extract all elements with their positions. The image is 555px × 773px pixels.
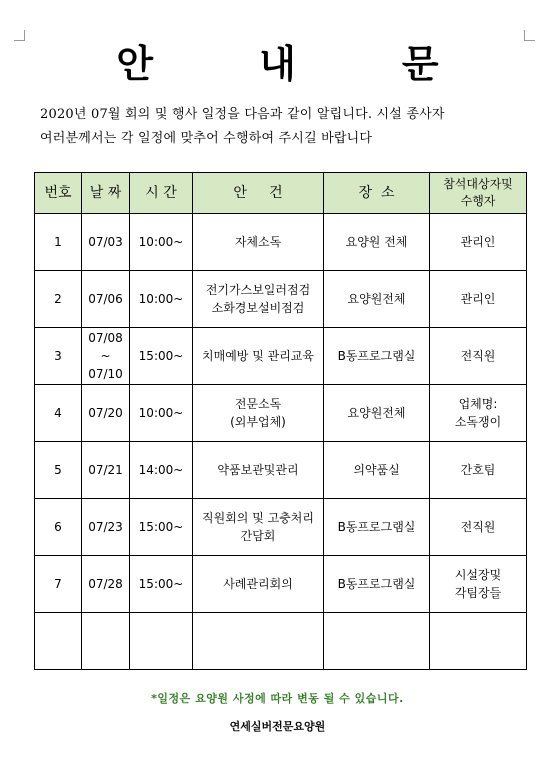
header-place: 장 소 xyxy=(324,173,430,214)
cell-number: 1 xyxy=(35,214,82,271)
intro-paragraph xyxy=(40,103,540,151)
cell-number xyxy=(35,613,82,670)
cell-date xyxy=(82,613,130,670)
cell-agenda xyxy=(193,328,324,385)
table-row xyxy=(35,442,527,499)
cell-date-line: 07/10 xyxy=(88,367,123,381)
cell-agenda-line: (외부업체) xyxy=(230,415,286,429)
cell-number: 4 xyxy=(35,385,82,442)
table-body xyxy=(35,214,527,670)
header-date: 날 짜 xyxy=(82,173,130,214)
cell-number: 7 xyxy=(35,556,82,613)
cell-time: 10:00~ xyxy=(130,271,193,328)
cell-agenda-line: 사례관리회의 xyxy=(223,577,293,591)
cell-place: 요양원전체 xyxy=(324,271,430,328)
header-attendees-line: 참석대상자및 xyxy=(443,177,513,191)
cell-date-line: 07/03 xyxy=(88,235,123,249)
cell-attendees-line: 각팀장들 xyxy=(454,586,502,600)
page-title xyxy=(0,40,555,88)
cell-date xyxy=(82,499,130,556)
cell-agenda-line: 간담회 xyxy=(240,529,276,543)
header-number: 번호 xyxy=(35,173,82,214)
cell-place: 요양원전체 xyxy=(324,385,430,442)
cell-time: 10:00~ xyxy=(130,214,193,271)
table-row xyxy=(35,613,527,670)
cell-attendees xyxy=(430,499,527,556)
cell-date-line: 07/06 xyxy=(88,292,123,306)
cell-attendees xyxy=(430,385,527,442)
cell-attendees-line: 관리인 xyxy=(460,235,496,249)
cell-agenda-line: 치매예방 및 관리교육 xyxy=(202,349,314,363)
cell-attendees xyxy=(430,442,527,499)
title-char: 내 xyxy=(259,41,296,86)
intro-line: 2020년 07월 회의 및 행사 일정을 다음과 같이 알립니다. 시설 종사자 xyxy=(40,107,445,122)
table-row xyxy=(35,556,527,613)
cell-time: 14:00~ xyxy=(130,442,193,499)
cell-time xyxy=(130,613,193,670)
cell-number: 2 xyxy=(35,271,82,328)
header-agenda: 안 건 xyxy=(193,173,324,214)
title-char: 문 xyxy=(401,41,439,86)
cell-agenda-line: 전문소독 xyxy=(234,397,282,411)
header-attendees xyxy=(430,173,527,214)
cell-date xyxy=(82,214,130,271)
cell-attendees-line: 관리인 xyxy=(460,292,496,306)
cell-attendees xyxy=(430,613,527,670)
cell-agenda-line: 약품보관및관리 xyxy=(217,463,299,477)
cell-date-line: 07/21 xyxy=(88,463,123,477)
schedule-change-note: *일정은 요양원 사정에 따라 변동 될 수 있습니다. xyxy=(151,692,404,705)
cell-attendees-line: 전직원 xyxy=(460,349,496,363)
header-time: 시 간 xyxy=(130,173,193,214)
table-header-row xyxy=(35,173,527,214)
cell-date xyxy=(82,385,130,442)
cell-agenda xyxy=(193,214,324,271)
cell-place: B동프로그램실 xyxy=(324,328,430,385)
cell-place xyxy=(324,613,430,670)
cell-date xyxy=(82,328,130,385)
organization-name: 연세실버전문요양원 xyxy=(229,720,326,733)
cell-agenda-line: 직원회의 및 고충처리 xyxy=(202,511,314,525)
table-row xyxy=(35,271,527,328)
intro-line: 여러분께서는 각 일정에 맞추어 수행하여 주시길 바랍니다 xyxy=(40,131,373,146)
cell-agenda xyxy=(193,499,324,556)
cell-date xyxy=(82,556,130,613)
cell-time: 10:00~ xyxy=(130,385,193,442)
cell-attendees xyxy=(430,328,527,385)
cell-number: 5 xyxy=(35,442,82,499)
cell-number: 6 xyxy=(35,499,82,556)
cell-date-line: 07/20 xyxy=(88,406,123,420)
cell-attendees-line: 전직원 xyxy=(460,520,496,534)
cell-date-line: 07/08 xyxy=(88,331,123,345)
cell-agenda-line: 자체소독 xyxy=(234,235,282,249)
cell-place: B동프로그램실 xyxy=(324,499,430,556)
table-row xyxy=(35,499,527,556)
header-attendees-line: 수행자 xyxy=(460,194,496,208)
cell-attendees-line: 소독쟁이 xyxy=(454,415,502,429)
cell-agenda xyxy=(193,556,324,613)
cell-date xyxy=(82,442,130,499)
cell-attendees xyxy=(430,214,527,271)
cell-attendees-line: 간호팀 xyxy=(460,463,496,477)
cell-agenda xyxy=(193,385,324,442)
cell-agenda xyxy=(193,613,324,670)
cell-date xyxy=(82,271,130,328)
cell-date-line: ~ xyxy=(100,349,111,363)
cell-place: 요양원 전체 xyxy=(324,214,430,271)
table-row xyxy=(35,328,527,385)
cell-place: 의약품실 xyxy=(324,442,430,499)
cell-date-line: 07/28 xyxy=(88,577,123,591)
cell-time: 15:00~ xyxy=(130,499,193,556)
cell-number: 3 xyxy=(35,328,82,385)
cell-time: 15:00~ xyxy=(130,328,193,385)
cell-attendees xyxy=(430,556,527,613)
cell-agenda xyxy=(193,442,324,499)
cell-attendees-line: 시설장및 xyxy=(454,568,502,582)
table-row xyxy=(35,385,527,442)
cell-agenda-line: 전기가스보일러점검 xyxy=(205,283,311,297)
cell-agenda-line: 소화경보설비점검 xyxy=(211,301,305,315)
cell-date-line: 07/23 xyxy=(88,520,123,534)
table-row xyxy=(35,214,527,271)
cell-time: 15:00~ xyxy=(130,556,193,613)
cell-agenda xyxy=(193,271,324,328)
schedule-table xyxy=(34,172,527,670)
cell-attendees-line: 업체명: xyxy=(458,397,498,411)
title-char: 안 xyxy=(116,41,154,86)
cell-attendees xyxy=(430,271,527,328)
cell-place: B동프로그램실 xyxy=(324,556,430,613)
